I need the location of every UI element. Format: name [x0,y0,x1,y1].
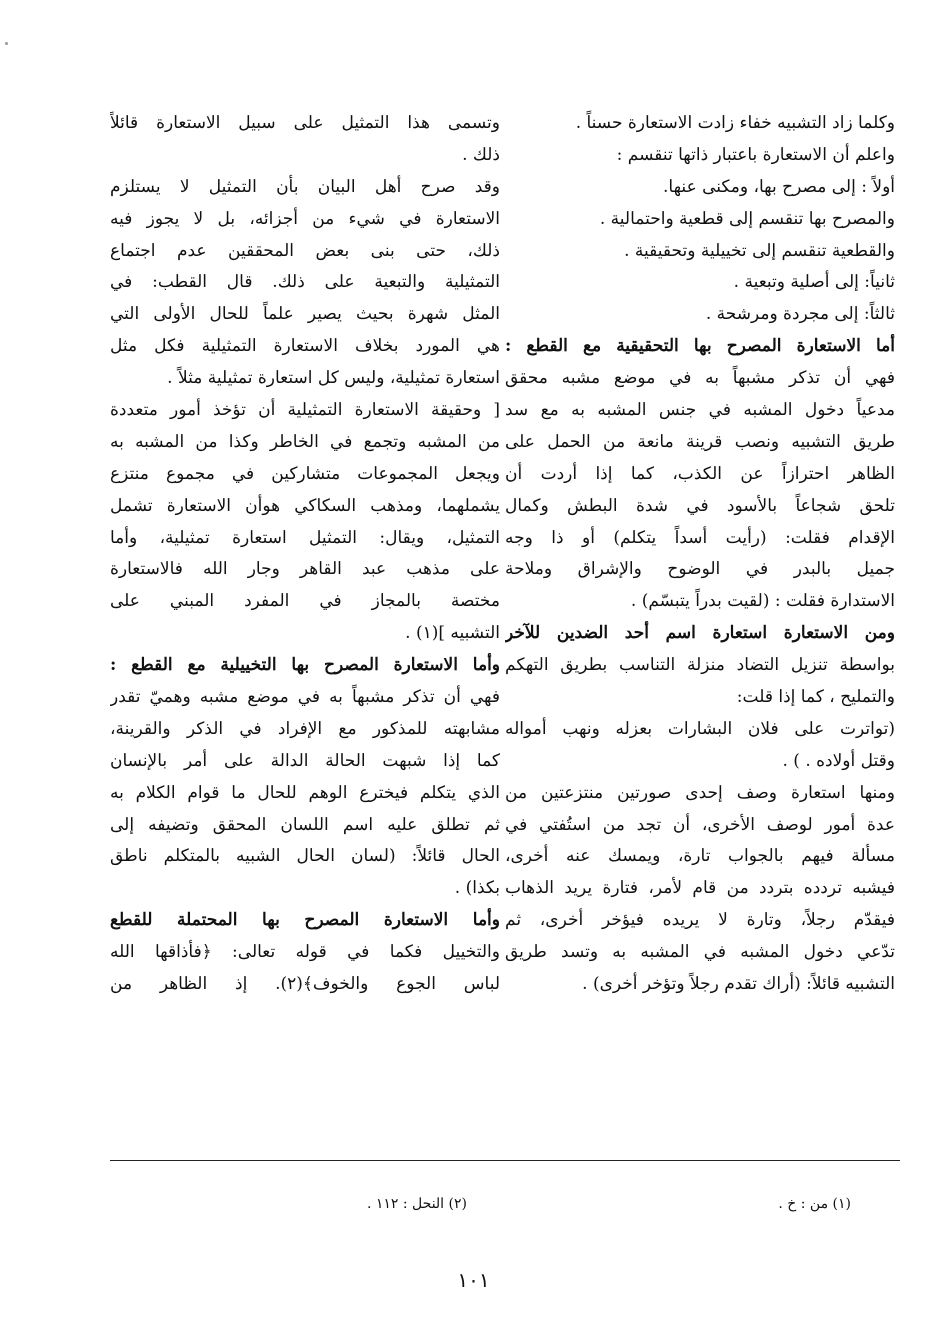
text-line: واعلم أن الاستعارة باعتبار ذاتها تنقسم : [616,144,895,165]
text-line: ومنها استعارة وصف إحدى صورتين منتزعتين من [505,782,895,803]
text-line: وأما الاستعارة المصرح بها التخييلية مع القطع : [110,655,500,676]
text-line: الاستعارة في شيء من أجزائه، بل لا يجوز فيه [110,208,500,229]
text-line: عدة أمور لوصف الأخرى، أن تجد من استُفتي في [505,814,895,835]
text-line: الظاهر احترازاً عن الكذب، كما إذا أردت أن [505,463,895,484]
text-line: التمثيل، ويقال: التمثيل استعارة تمثيلية، وأما [110,527,500,548]
scan-speck [5,42,8,45]
text-line: طريق التشبيه ونصب قرينة مانعة من الحمل على [505,431,895,452]
right-text-column [505,108,895,1001]
text-line: لباس الجوع والخوف﴾(٢). إذ الظاهر من [110,974,500,995]
text-line: كما إذا شبهت الحالة الدالة على أمر بالإنسان [110,750,500,771]
text-line: تدّعي دخول المشبه في المشبه به وتسد طريق [505,942,895,963]
text-line: وكلما زاد التشبيه خفاء زادت الاستعارة حسناً . [575,113,895,133]
text-line: فيشبه تردده بتردد من قام لأمر، فتارة يريد الذهاب [505,878,895,899]
footnote-separator [110,1160,900,1161]
text-line: فهي أن تذكر مشبهاً به في موضع مشبه محقق [505,368,895,389]
text-line: الاستدارة فقلت : (لقيت بدراً يتبسّم) . [630,591,895,612]
text-line: أولاً : إلى مصرح بها، ومكنى عنها. [663,176,895,197]
text-line: استعارة تمثيلية، وليس كل استعارة تمثيلية مثلاً . [167,368,500,389]
text-line: ذلك، حتى بنى بعض المحققين عدم اجتماع [110,240,500,261]
text-line: مسألة فيهم بالجواب تارة، ويمسك عنه أخرى، [505,846,895,867]
text-line: على مذهب عبد القاهر وجار الله فالاستعارة [110,559,500,580]
text-line: الذي يتكلم فيخترع الوهم للحال ما قوام الكلام به [110,782,500,803]
text-line: والتخييل فكما في قوله تعالى: ﴿فأذاقها الله [110,942,500,963]
text-line: هي المورد بخلاف الاستعارة التمثيلية فكل مثل [110,336,500,357]
text-line: التشبيه قائلاً: (أراك تقدم رجلاً وتؤخر أخرى) . [582,974,895,995]
text-line: وأما الاستعارة المصرح بها المحتملة للقطع [110,910,500,931]
text-line: والقطعية تنقسم إلى تخييلية وتحقيقية . [624,240,895,261]
text-line: المثل شهرة بحيث يصير علماً للحال الأولى التي [110,304,500,325]
text-line: مدعياً دخول المشبه في جنس المشبه به مع سد [505,400,895,421]
page-number: ١٠١ [457,1268,490,1292]
left-text-column [110,108,500,1001]
text-line: من المشبه وتجمع في الخاطر وكذا من المشبه به [110,431,500,452]
footnote-1: (١) من : خ . [778,1196,851,1212]
text-line: فهي أن تذكر مشبهاً به في موضع مشبه وهميّ تقدر [110,687,500,708]
text-line: مشابهته للمذكور مع الإفراد في الذكر والقرينة، [110,718,500,739]
text-line: والمصرح بها تنقسم إلى قطعية واحتمالية . [599,208,895,229]
text-line: فيقدّم رجلاً، وتارة لا يريده فيؤخر أخرى، ثم [505,910,895,931]
text-line: التشبيه ](١) . [405,623,500,644]
text-line: وتسمى هذا التمثيل على سبيل الاستعارة قائلاً [110,113,500,133]
text-line: ثالثاً: إلى مجردة ومرشحة . [705,304,895,325]
text-line: تلحق شجاعاً بالأسود في شدة البطش وكمال [505,495,895,516]
text-line: ومن الاستعارة استعارة اسم أحد الضدين للآخر [505,623,895,644]
text-line: الحال قائلاً: (لسان الحال الشبيه بالمتكلم ناطق [110,846,500,867]
text-line: أما الاستعارة المصرح بها التحقيقية مع القطع : [505,336,895,357]
text-line: بواسطة تنزيل التضاد منزلة التناسب بطريق التهكم [505,655,895,676]
text-line: والتمليح ، كما إذا قلت: [736,687,895,708]
text-line: ذلك . [462,144,500,165]
text-line: الإقدام فقلت: (رأيت أسداً يتكلم) أو ذا وجه [505,527,895,548]
text-line: (تواترت على فلان البشارات بعزله ونهب أمواله [505,718,895,739]
text-line: وقد صرح أهل البيان بأن التمثيل لا يستلزم [110,176,500,197]
text-line: بكذا) . [454,878,500,899]
text-line: وقتل أولاده . ) . [782,750,895,771]
text-line: ثم تطلق عليه اسم اللسان المحقق وتضيفه إلى [110,814,500,835]
text-line: ويجعل المجموعات متشاركين في مجموع منتزع [110,463,500,484]
text-line: ثانياً: إلى أصلية وتبعية . [733,272,895,293]
text-line: التمثيلية والتبعية على ذلك. قال القطب: في [110,272,500,293]
footnote-2: (٢) النحل : ١١٢ . [366,1196,467,1212]
text-line: [ وحقيقة الاستعارة التمثيلية أن تؤخذ أمور متعددة [110,400,500,421]
text-line: مختصة بالمجاز في المفرد المبني على [110,591,500,612]
text-line: يشملهما، ومذهب السكاكي هوأن الاستعارة تشمل [110,495,500,516]
text-line: جميل بالبدر في الوضوح والإشراق وملاحة [505,559,895,580]
